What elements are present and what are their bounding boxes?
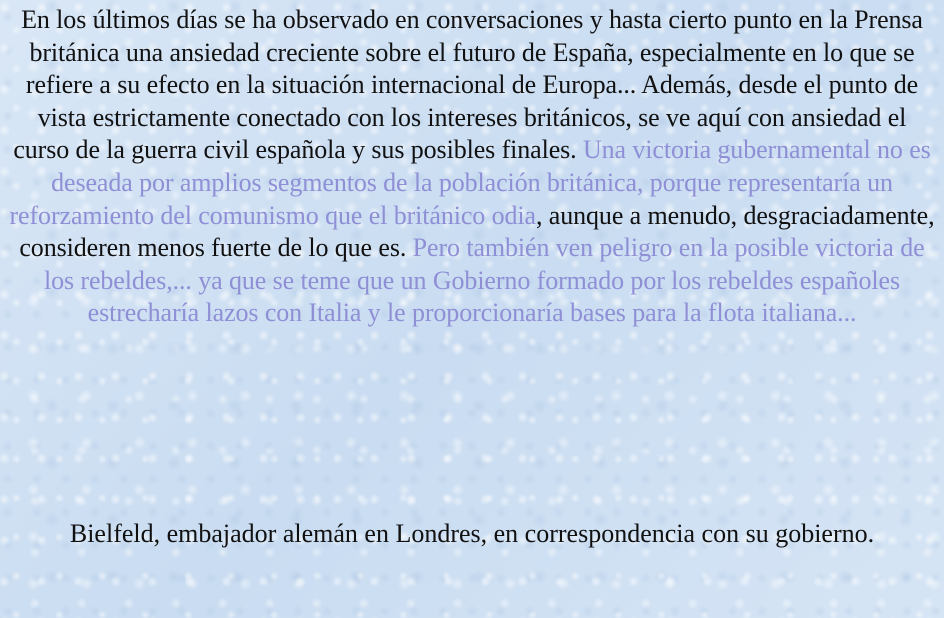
quote-text-part-2: , aunque a menudo, desgraciadamente, consideren menos fuerte de lo que es.	[19, 200, 935, 263]
quote-text-part-1: En los últimos días se ha observado en conversaciones y hasta cierto punto en la Prensa británica una ansiedad creciente sobre el futuro de España, especialmente en lo que se refiere a su efecto en la situación internacional de Europa... Además, desde el punto de vista estrictamente conectado con los intereses británicos, se ve aquí con ansiedad el curso de la guerra civil española y sus posibles finales.	[13, 5, 923, 165]
quote-paragraph	[8, 4, 936, 330]
quote-highlight-rebel-victory: Pero también ven peligro en la posible victoria de los rebeldes,... ya que se teme que un Gobierno formado por los rebeldes españoles estrecharía lazos con Italia y le proporcionaría bases para la flota italiana...	[43, 233, 925, 328]
quote-highlight-government-victory: Una victoria gubernamental no es deseada por amplios segmentos de la población británica, porque representaría un reforzamiento del comunismo que el británico odia	[9, 135, 931, 230]
quote-attribution: Bielfeld, embajador alemán en Londres, en correspondencia con su gobierno.	[69, 519, 875, 548]
